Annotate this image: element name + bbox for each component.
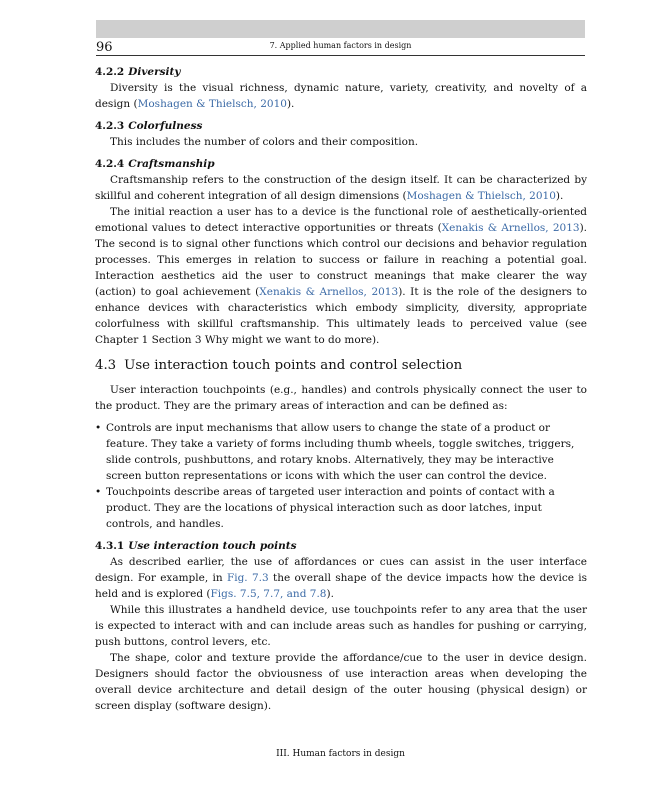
page-number: 96 (96, 40, 113, 55)
paragraph: The shape, color and texture provide the affordance/cue to the user in device design. Designers should factor the obviousness of use interaction areas when developing the overall device architecture and detail design of the outer housing (physical design) or screen display (software design). (95, 652, 587, 712)
paragraph (95, 172, 587, 204)
section-number: 4.2.4 (95, 158, 125, 170)
citation-link[interactable]: Moshagen & Thielsch, 2010 (406, 190, 556, 202)
section-heading-4-2-2 (95, 64, 587, 80)
section-number: 4.2.2 (95, 66, 125, 78)
paragraph: User interaction touchpoints (e.g., handles) and controls physically connect the user to the product. They are the primary areas of interaction and can be defined as: (95, 384, 587, 412)
page-body (95, 64, 587, 714)
section-heading-4-3-1 (95, 538, 587, 554)
figure-link[interactable]: Fig. 7.3 (226, 572, 269, 584)
paragraph-text: ). (326, 588, 334, 600)
header-bar (96, 20, 585, 38)
paragraph-text: ). (555, 190, 564, 202)
paragraph (95, 80, 587, 112)
section-title: Craftsmanship (128, 158, 215, 170)
header-rule (96, 55, 585, 56)
page-header (96, 40, 585, 54)
section-title: Diversity (128, 66, 181, 78)
section-number: 4.3 (95, 358, 117, 373)
paragraph (95, 554, 587, 602)
section-heading-4-3 (95, 356, 587, 376)
section-title: Colorfulness (128, 120, 203, 132)
section-heading-4-2-4 (95, 156, 587, 172)
running-head: 7. Applied human factors in design (269, 41, 412, 50)
paragraph-text: ). (286, 98, 295, 110)
paragraph-text: Diversity is the visual richness, dynamic nature, variety, creativity, and novelty of a design ( (95, 82, 587, 110)
paragraph: This includes the number of colors and their composition. (110, 136, 419, 148)
page-footer: III. Human factors in design (276, 749, 405, 759)
paragraph-text: ). It is the role of the designers to enhance devices with characteristics which embody simplicity, diversity, appropriate colorfulness with skillful craftsmanship. This ultimately leads to perceived value (see Chapter 1 Section 3 Why might we want to do more). (95, 286, 588, 346)
paragraph-text: Craftsmanship refers to the construction of the design itself. It can be characterized by skillful and coherent integration of all design dimensions ( (95, 174, 587, 202)
paragraph-text: ). The second is to signal other functions which control our decisions and behavior regulation processes. This emerges in relation to success or failure in reaching a potential goal. Interaction aesthetics aid the user to construct meanings that make clearer the way (action) to goal achievement ( (95, 222, 587, 298)
section-title: Use interaction touch points (128, 540, 297, 552)
section-heading-4-2-3 (95, 118, 587, 134)
paragraph-text: As described earlier, the use of affordances or cues can assist in the user interface design. For example, in (95, 556, 587, 584)
citation-link[interactable]: Xenakis & Arnellos, 2013 (441, 222, 580, 234)
section-number: 4.3.1 (95, 540, 125, 552)
section-number: 4.2.3 (95, 120, 125, 132)
paragraph: While this illustrates a handheld device, use touchpoints refer to any area that the user is expected to interact with and can include areas such as handles for pushing or carrying, push buttons, control levers, etc. (95, 604, 587, 648)
list-item: • Controls are input mechanisms that allow users to change the state of a product or feature. They take a variety of forms including thumb wheels, toggle switches, triggers, slide controls, pushbuttons, and rotary knobs. Alternatively, they may be interactive screen button representations or icons with which the user can control the device. (95, 420, 587, 484)
list-item: • Touchpoints describe areas of targeted user interaction and points of contact with a product. They are the locations of physical interaction such as door latches, input controls, and handles. (95, 484, 587, 532)
citation-link[interactable]: Xenakis & Arnellos, 2013 (259, 286, 399, 298)
paragraph-text: the overall shape of the device impacts how the device is held and is explored ( (95, 572, 587, 600)
paragraph (95, 204, 587, 348)
paragraph-text: The initial reaction a user has to a device is the functional role of aesthetically-oriented emotional values to detect interactive opportunities or threats ( (95, 206, 587, 234)
figure-link[interactable]: Figs. 7.5, 7.7, and 7.8 (210, 588, 327, 600)
bullet-list (95, 420, 587, 532)
section-title: Use interaction touch points and control selection (124, 358, 463, 373)
citation-link[interactable]: Moshagen & Thielsch, 2010 (137, 98, 287, 110)
